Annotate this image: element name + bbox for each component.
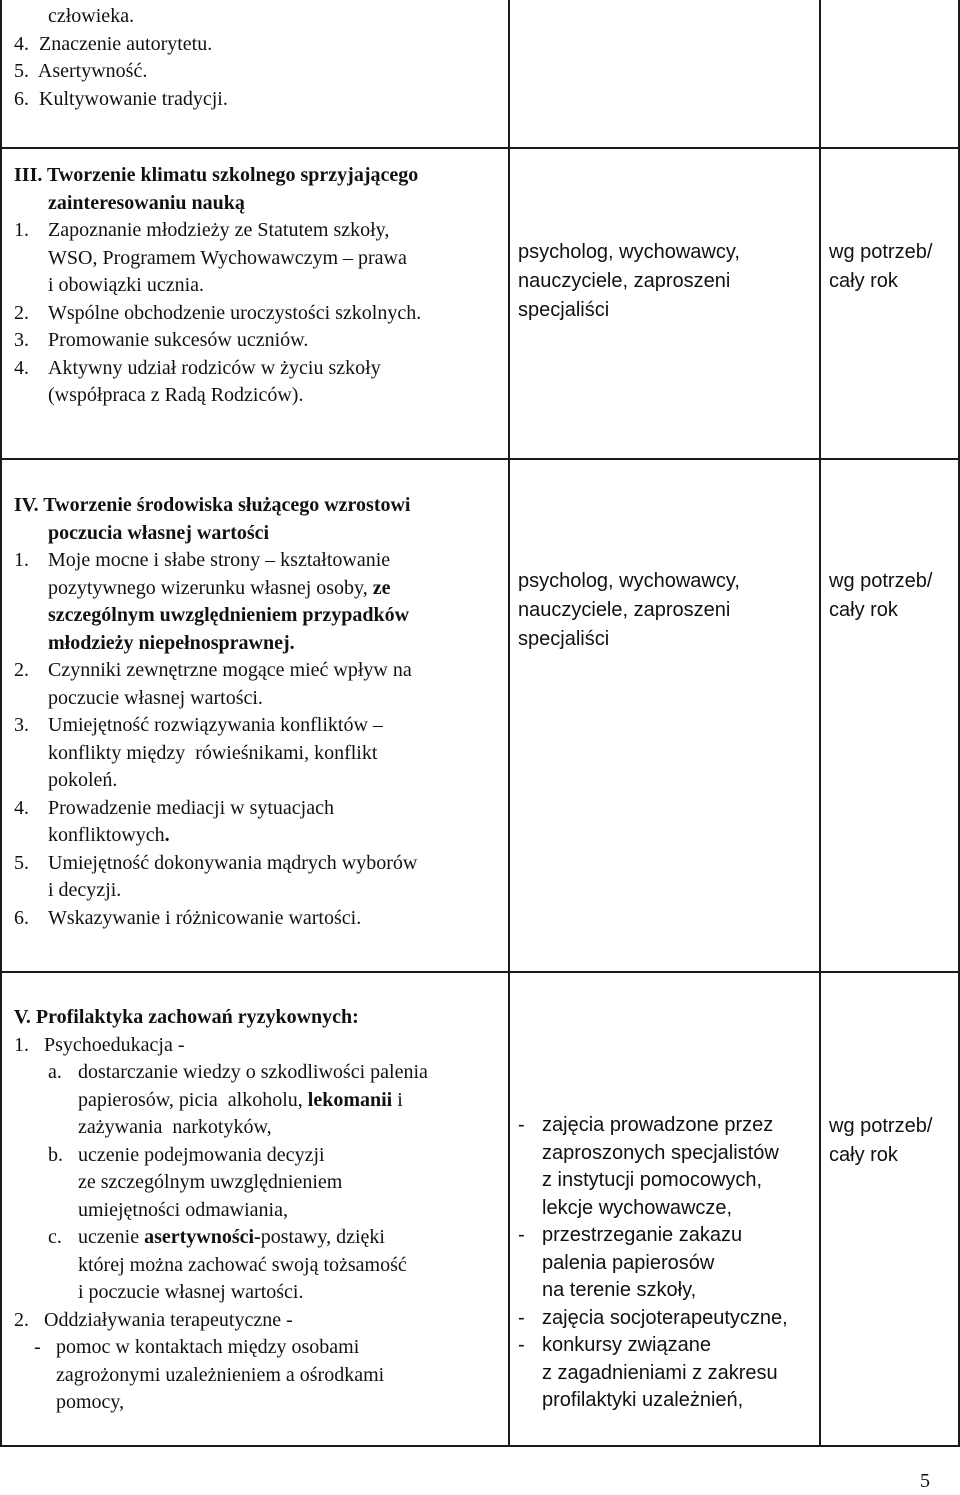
list-item: dostarczanie wiedzy o szkodliwości palenia [78, 1061, 428, 1083]
list-item: pozytywnego wizerunku własnej osoby, [48, 576, 368, 599]
list-item: i decyzji. [48, 879, 122, 901]
responsible-line: specjaliści [518, 628, 610, 650]
section-title: Tworzenie klimatu szkolnego sprzyjającego [47, 164, 419, 186]
item-number: 2. [14, 301, 29, 324]
section-number: III. [14, 164, 43, 186]
row2-responsible [518, 567, 813, 654]
list-item-bold: lekomanii [307, 1088, 393, 1111]
list-item-bold: młodzieży niepełnosprawnej. [48, 631, 295, 654]
item-dash: - [518, 1224, 525, 1246]
item-dash: - [518, 1334, 525, 1356]
responsible-line: psycholog, wychowawcy, [518, 241, 740, 263]
responsible-line: palenia papierosów [542, 1251, 715, 1274]
list-item: 1. Psychoedukacja - [14, 1033, 185, 1056]
responsible-line: konkursy związane [542, 1334, 711, 1356]
list-item-bold: ze [372, 576, 391, 599]
item-number: 1. [14, 219, 29, 241]
responsible-line: z instytucji pomocowych, [542, 1169, 763, 1191]
list-item: 2. Oddziaływania terapeutyczne - [14, 1308, 293, 1331]
deadline-line: wg potrzeb/ [829, 1115, 933, 1137]
list-item: 6. Kultywowanie tradycji. [14, 87, 228, 110]
list-item: pomoc w kontaktach między osobami [56, 1336, 360, 1358]
list-item: Zapoznanie młodzieży ze Statutem szkoły, [48, 219, 390, 241]
deadline-line: wg potrzeb/ [829, 570, 933, 592]
list-item: Promowanie sukcesów uczniów. [48, 329, 309, 351]
list-item: 4. Znaczenie autorytetu. [14, 32, 213, 55]
item-number: 5. [14, 851, 29, 874]
list-item: 5. Asertywność. [14, 60, 148, 82]
list-item: ze szczególnym uwzględnieniem [78, 1171, 343, 1193]
responsible-line: zajęcia prowadzone przez [542, 1114, 774, 1136]
responsible-line: nauczyciele, zaproszeni [518, 599, 731, 621]
list-item-bold: . [164, 824, 170, 846]
list-item: zażywania narkotyków, [78, 1116, 272, 1138]
item-number: 3. [14, 714, 29, 736]
item-number: 6. [14, 906, 29, 929]
row3-content [14, 1004, 504, 1417]
item-number: 3. [14, 329, 29, 351]
item-number: 4. [14, 356, 29, 379]
list-item: postawy, dzięki [260, 1226, 385, 1248]
item-number: 4. [14, 796, 29, 819]
section-heading [14, 492, 504, 520]
section-title-cont: poczucia własnej wartości [48, 521, 270, 544]
section-title-cont: zainteresowaniu nauką [48, 191, 245, 214]
list-item: konflikty między rówieśnikami, konflikt [48, 741, 378, 764]
list-item: uczenie [78, 1226, 140, 1248]
item-number: 2. [14, 659, 29, 681]
row3-deadline [829, 1112, 954, 1170]
list-item: Moje mocne i słabe strony – kształtowanie [48, 549, 391, 571]
section-heading [14, 1004, 504, 1032]
list-item: Wskazywanie i różnicowanie wartości. [48, 906, 362, 929]
row1-responsible [518, 238, 813, 325]
item-dash: - [518, 1306, 525, 1329]
item-letter: a. [48, 1061, 62, 1083]
responsible-line: z zagadnieniami z zakresu [542, 1361, 778, 1384]
list-item: uczenie podejmowania decyzji [78, 1143, 325, 1166]
section-title: Tworzenie środowiska służącego wzrostowi [43, 494, 411, 516]
responsible-line: nauczyciele, zaproszeni [518, 270, 731, 292]
list-item: Wspólne obchodzenie uroczystości szkolnych. [48, 301, 422, 324]
responsible-line: przestrzeganie zakazu [542, 1224, 743, 1246]
item-letter: b. [48, 1143, 63, 1166]
list-item: której można zachować swoją tożsamość [78, 1253, 407, 1276]
list-item: pokoleń. [48, 769, 118, 791]
row2-deadline [829, 567, 954, 625]
list-item: Umiejętność rozwiązywania konfliktów – [48, 714, 383, 736]
list-item: konfliktowych [48, 824, 165, 846]
text-line: człowieka. [48, 5, 135, 27]
row1-content [14, 162, 504, 410]
item-letter: c. [48, 1226, 62, 1248]
list-item: papierosów, picia alkoholu, [78, 1088, 303, 1111]
deadline-line: cały rok [829, 599, 898, 621]
row1-deadline [829, 238, 954, 296]
list-item: umiejętności odmawiania, [78, 1198, 288, 1221]
responsible-line: na terenie szkoły, [542, 1279, 697, 1301]
row2-content [14, 492, 504, 932]
item-number: 1. [14, 549, 29, 571]
list-item: (współpraca z Radą Rodziców). [48, 384, 304, 406]
list-item: Czynniki zewnętrzne mogące mieć wpływ na [48, 659, 412, 681]
list-item-bold: asertywności- [144, 1226, 261, 1248]
responsible-line: profilaktyki uzależnień, [542, 1389, 744, 1411]
list-item: zagrożonymi uzależnieniem a ośrodkami [56, 1363, 385, 1386]
deadline-line: wg potrzeb/ [829, 241, 933, 263]
list-item: Umiejętność dokonywania mądrych wyborów [48, 851, 418, 874]
list-item-bold: szczególnym uwzględnieniem przypadków [48, 604, 410, 626]
responsible-line: psycholog, wychowawcy, [518, 570, 740, 592]
list-item: i obowiązki ucznia. [48, 274, 205, 296]
row3-responsible [518, 1112, 816, 1415]
list-item: pomocy, [56, 1391, 125, 1413]
deadline-line: cały rok [829, 1144, 898, 1166]
item-dash: - [518, 1114, 525, 1136]
section-title: Profilaktyka zachowań ryzykownych: [35, 1006, 359, 1028]
section-number: IV. [14, 494, 39, 516]
responsible-line: lekcje wychowawcze, [542, 1196, 733, 1219]
list-item: Aktywny udział rodziców w życiu szkoły [48, 356, 381, 379]
list-item: poczucie własnej wartości. [48, 686, 263, 709]
list-item: Prowadzenie mediacji w sytuacjach [48, 796, 334, 819]
page-number: 5 [920, 1470, 930, 1492]
list-item: i [397, 1088, 403, 1111]
section-number: V. [14, 1006, 31, 1028]
row0-content [14, 3, 504, 113]
responsible-line: zaproszonych specjalistów [542, 1141, 779, 1164]
responsible-line: zajęcia socjoterapeutyczne, [542, 1306, 788, 1329]
deadline-line: cały rok [829, 270, 898, 292]
item-dash: - [34, 1336, 41, 1358]
responsible-line: specjaliści [518, 299, 610, 321]
list-item: i poczucie własnej wartości. [78, 1281, 304, 1303]
section-heading [14, 162, 504, 190]
list-item: WSO, Programem Wychowawczym – prawa [48, 246, 407, 269]
